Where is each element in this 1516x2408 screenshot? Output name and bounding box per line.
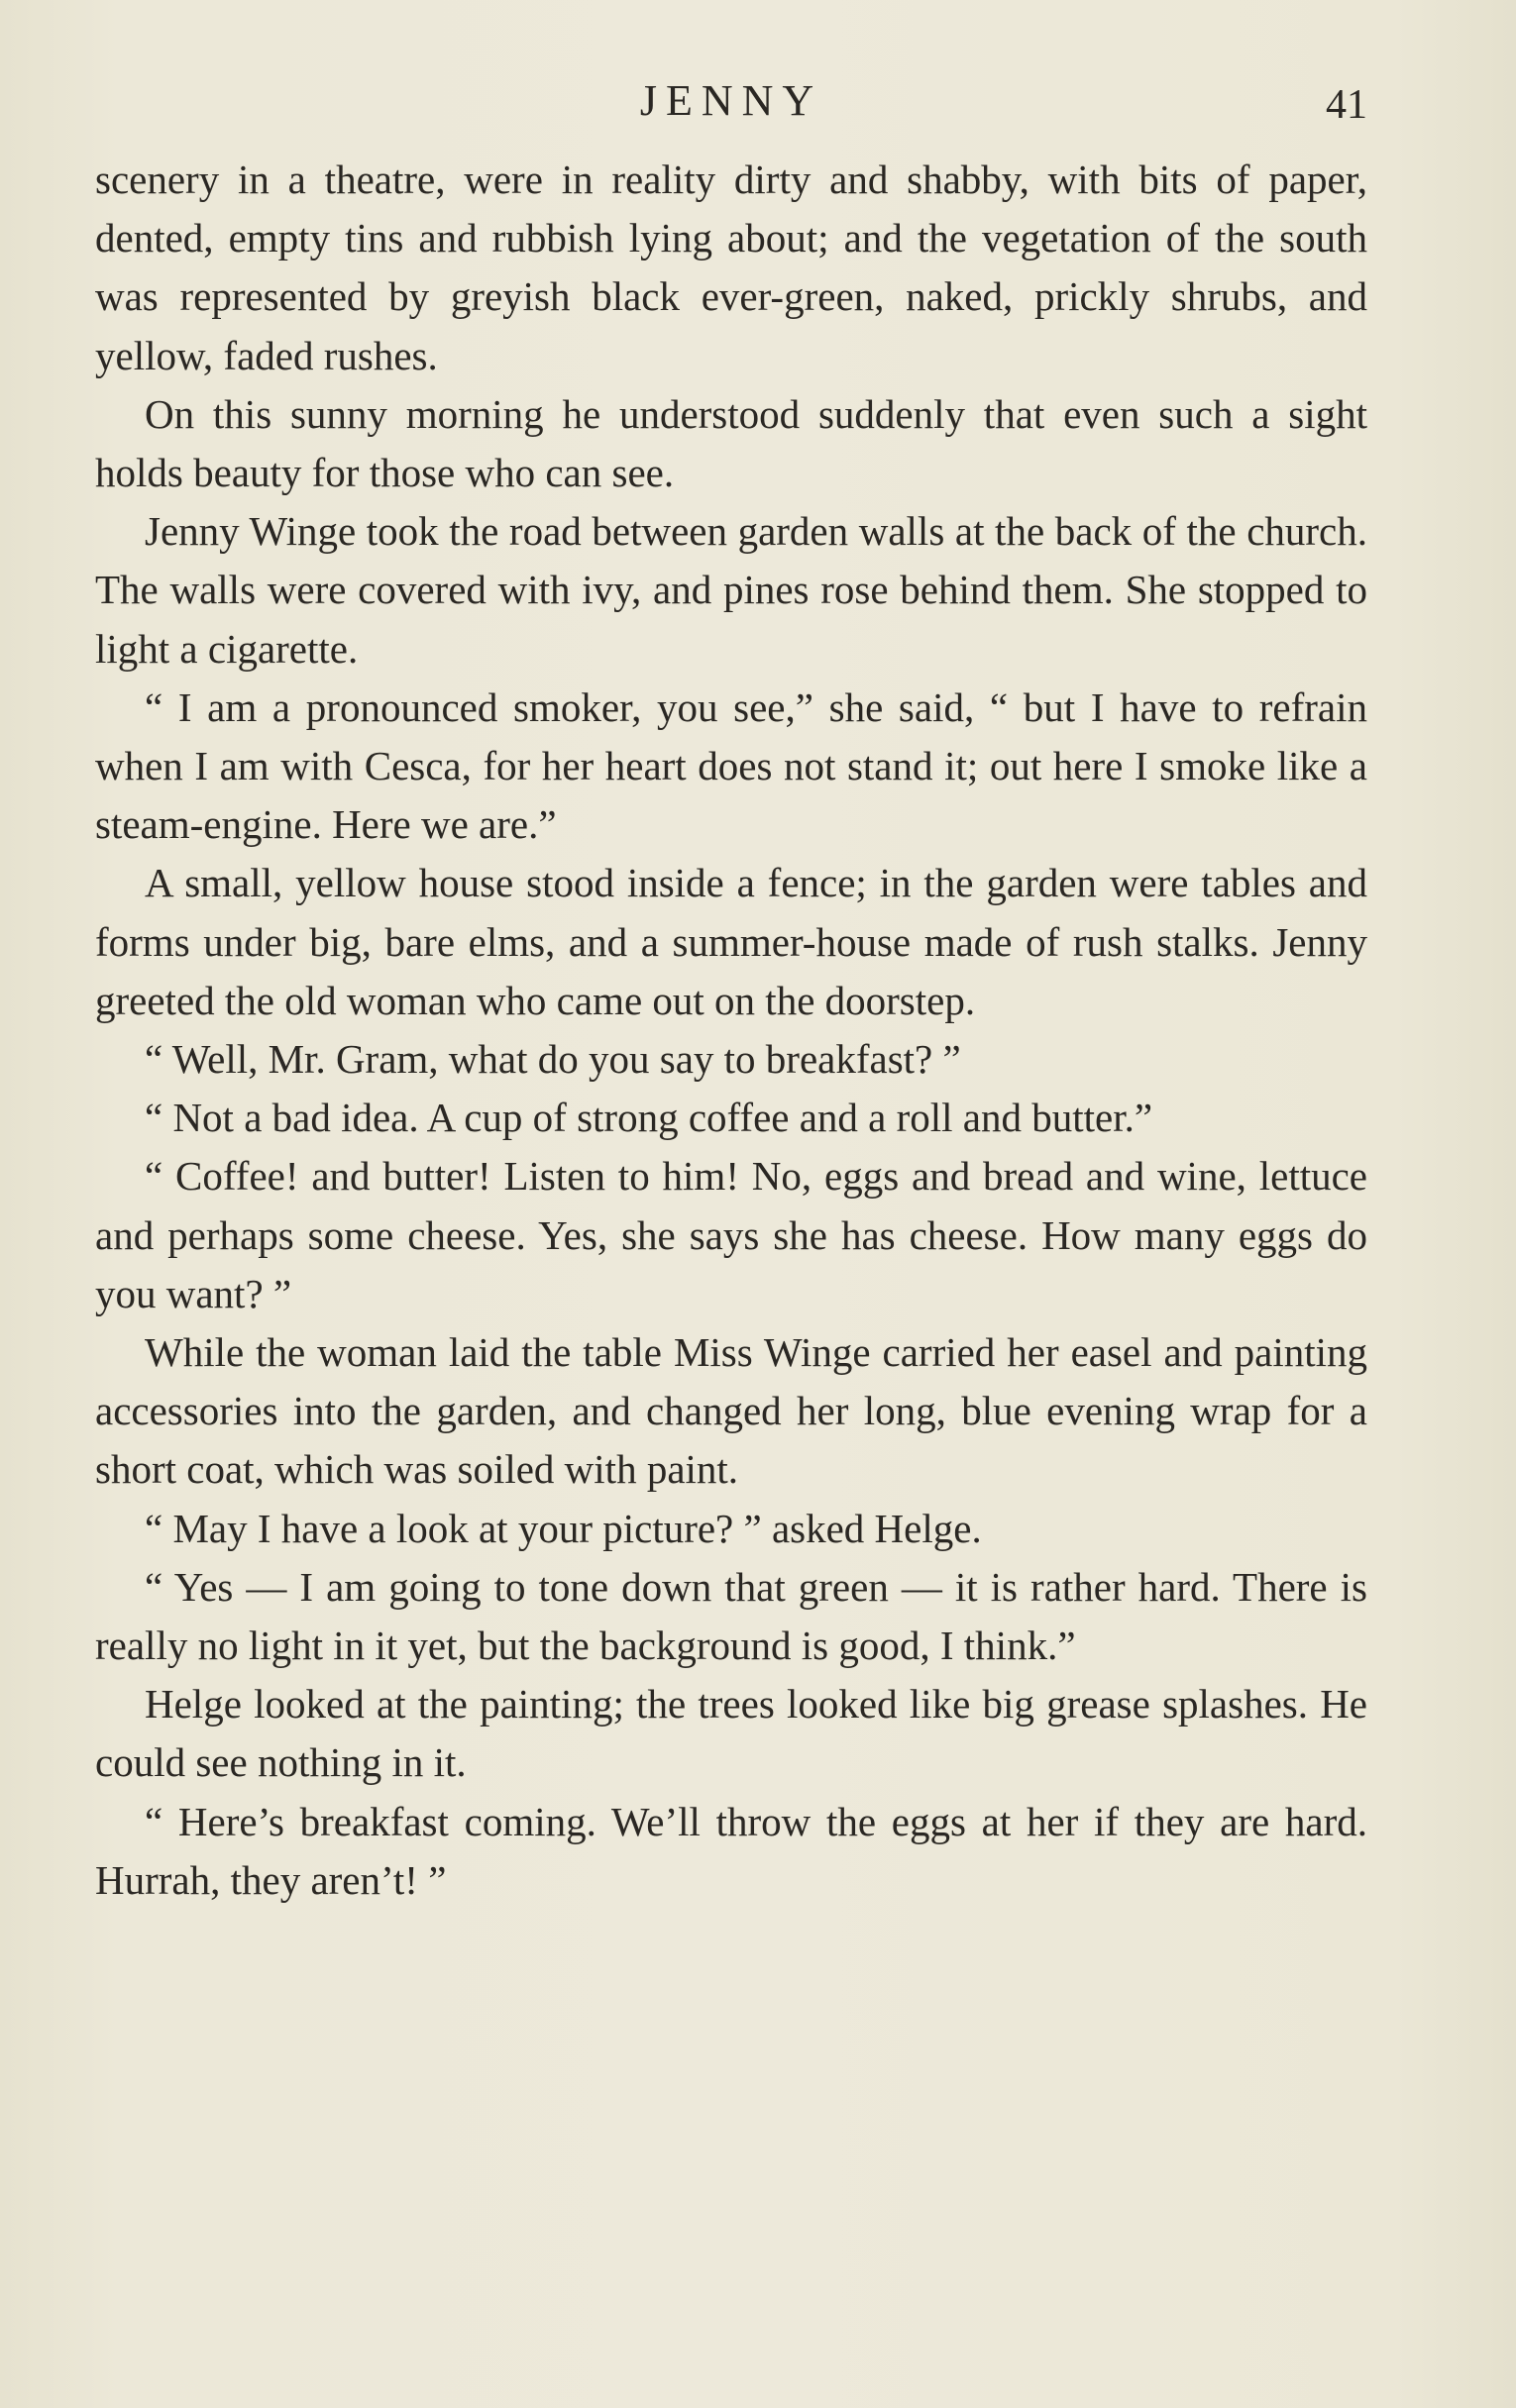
paragraph: While the woman laid the table Miss Winge carried her easel and painting accessories into the garden, and changed her long, blue evening wrap for a short coat, which was soiled with paint. bbox=[95, 1329, 1367, 1493]
page-number: 41 bbox=[1326, 82, 1367, 128]
running-title: JENNY bbox=[639, 76, 823, 125]
paragraph-continued: scenery in a theatre, were in reality dirty and shabby, with bits of paper, dented, empty tins and rubbish lying about; and the vegetation of the south was represented by greyish black ever-green, naked, prickly shrubs, and yellow, faded rushes. bbox=[95, 157, 1367, 378]
body-text bbox=[95, 151, 1367, 1910]
running-head bbox=[95, 71, 1367, 131]
paragraph: “ May I have a look at your picture? ” asked Helge. bbox=[145, 1505, 982, 1551]
paragraph: “ Coffee! and butter! Listen to him! No, eggs and bread and wine, lettuce and perhaps some cheese. Yes, she says she has cheese. How many eggs do you want? ” bbox=[95, 1153, 1367, 1316]
paragraph: “ Not a bad idea. A cup of strong coffee and a roll and butter.” bbox=[145, 1095, 1153, 1141]
paragraph: On this sunny morning he understood suddenly that even such a sight holds beauty for those who can see. bbox=[95, 390, 1367, 496]
paragraph: A small, yellow house stood inside a fence; in the garden were tables and forms under big, bare elms, and a summer-house made of rush stalks. Jenny greeted the old woman who came out on the doorstep. bbox=[95, 860, 1367, 1023]
paragraph: Jenny Winge took the road between garden walls at the back of the church. The walls were covered with ivy, and pines rose behind them. She stopped to light a cigarette. bbox=[95, 508, 1367, 672]
paragraph: “ I am a pronounced smoker, you see,” she said, “ but I have to refrain when I am with Cesca, for her heart does not stand it; out here I smoke like a steam-engine. Here we are.” bbox=[95, 683, 1367, 848]
paragraph: Helge looked at the painting; the trees looked like big grease splashes. He could see nothing in it. bbox=[95, 1681, 1367, 1786]
paragraph: “ Yes — I am going to tone down that green — it is rather hard. There is really no light in it yet, but the background is good, I think.” bbox=[95, 1563, 1367, 1669]
paragraph: “ Well, Mr. Gram, what do you say to breakfast? ” bbox=[145, 1036, 961, 1083]
paragraph: “ Here’s breakfast coming. We’ll throw the eggs at her if they are hard. Hurrah, they aren’t! ” bbox=[95, 1798, 1367, 1903]
